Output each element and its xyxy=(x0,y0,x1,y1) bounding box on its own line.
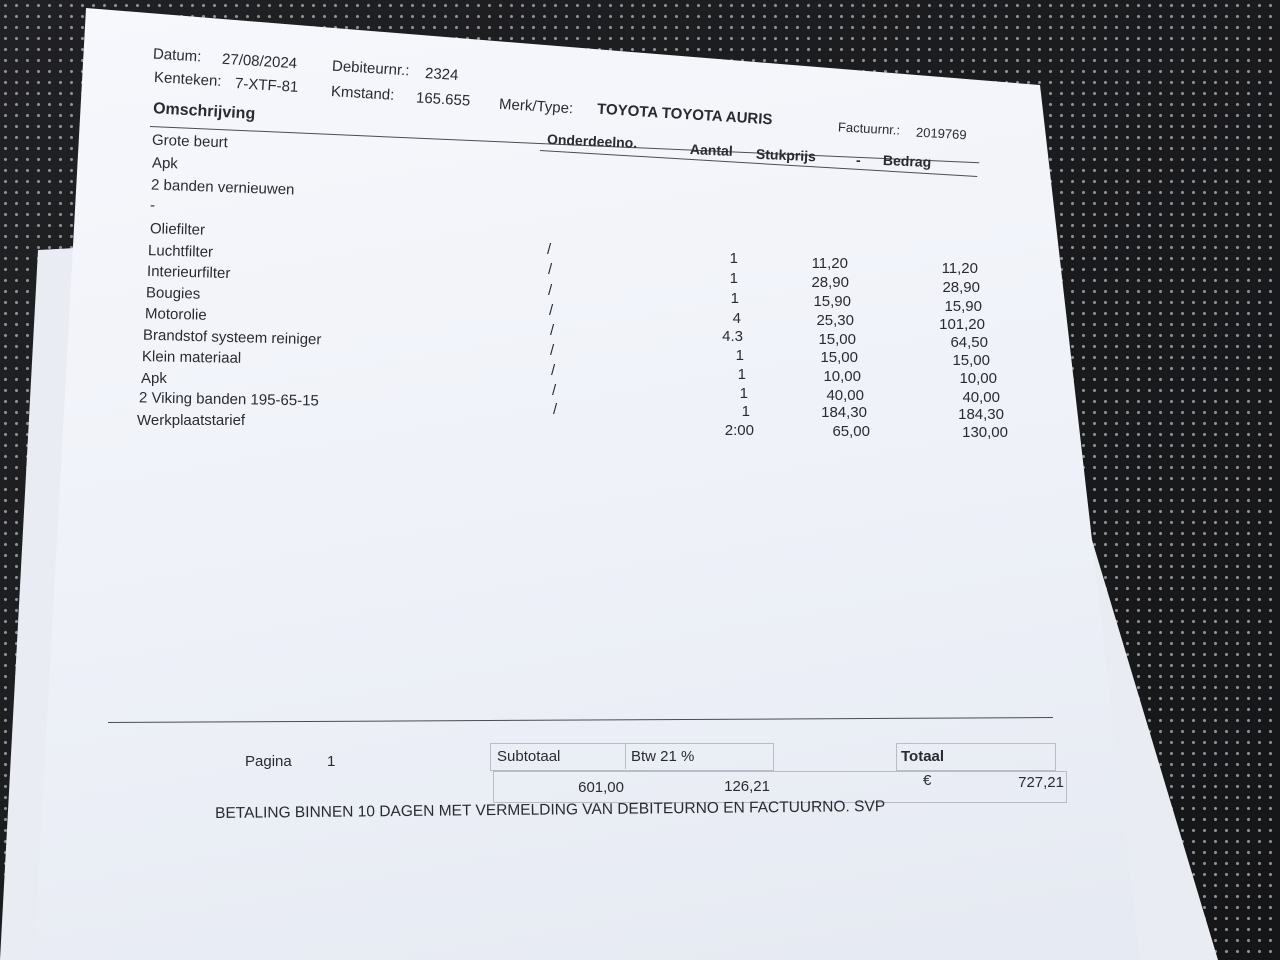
stukprijs-header: Stukprijs xyxy=(755,145,817,165)
item-part: / xyxy=(551,362,556,379)
item-desc: Apk xyxy=(141,370,167,387)
item-amount: 11,20 xyxy=(941,260,978,277)
item-price: 15,00 xyxy=(818,331,856,348)
merk-value: TOYOTA TOYOTA AURIS xyxy=(596,100,773,129)
merk-label: Merk/Type: xyxy=(498,95,574,118)
item-amount: 184,30 xyxy=(958,406,1004,423)
item-desc: Werkplaatstarief xyxy=(137,412,246,429)
aantal-header: Aantal xyxy=(689,141,734,159)
item-qty: 4.3 xyxy=(722,328,743,345)
item-qty: 1 xyxy=(730,290,739,307)
item-qty: 1 xyxy=(729,270,738,287)
item-price: 184,30 xyxy=(821,404,867,421)
item-desc: Brandstof systeem reiniger xyxy=(142,326,322,349)
item-price: 28,90 xyxy=(811,274,849,291)
kmstand-value: 165.655 xyxy=(415,89,471,110)
item-price: 65,00 xyxy=(832,423,870,440)
item-desc: Interieurfilter xyxy=(146,262,231,283)
kenteken-label: Kenteken: xyxy=(153,68,223,91)
footer-rule xyxy=(108,717,1053,723)
item-price: 15,90 xyxy=(813,293,851,310)
subtotaal-value: 601,00 xyxy=(578,779,624,796)
omschrijving-header: Omschrijving xyxy=(152,100,256,123)
item-qty: 1 xyxy=(739,385,748,402)
totaal-label: Totaal xyxy=(901,748,945,765)
btw-label: Btw 21 % xyxy=(631,748,695,765)
item-part: / xyxy=(548,282,553,299)
item-desc: Motorolie xyxy=(144,305,207,324)
debiteur-value: 2324 xyxy=(424,64,459,85)
item-amount: 101,20 xyxy=(939,316,985,333)
debiteur-label: Debiteurnr.: xyxy=(331,57,410,80)
payment-notice: BETALING BINNEN 10 DAGEN MET VERMELDING VAN DEBITEURNO EN FACTUURNO. SVP xyxy=(214,797,886,822)
item-part: / xyxy=(550,322,555,339)
item-qty: 1 xyxy=(737,366,746,383)
dash-header: - xyxy=(856,152,861,168)
item-qty: 1 xyxy=(735,347,744,364)
item-desc: Oliefilter xyxy=(149,220,206,239)
item-amount: 28,90 xyxy=(942,279,980,296)
item-part: / xyxy=(547,241,552,258)
box-divider xyxy=(625,743,626,769)
datum-label: Datum: xyxy=(152,45,202,66)
item-amount: 15,00 xyxy=(952,352,990,369)
intro-line: Grote beurt xyxy=(151,131,229,152)
item-desc: Luchtfilter xyxy=(147,242,214,261)
btw-value: 126,21 xyxy=(724,778,770,795)
item-price: 10,00 xyxy=(823,368,861,385)
item-amount: 10,00 xyxy=(959,370,997,387)
item-amount: 40,00 xyxy=(962,389,1000,406)
item-part: / xyxy=(548,261,553,278)
item-part: / xyxy=(553,401,558,418)
datum-value: 27/08/2024 xyxy=(221,50,298,73)
factuur-label: Factuurnr.: xyxy=(837,119,901,138)
item-desc: Bougies xyxy=(145,284,201,303)
intro-line: - xyxy=(150,197,155,214)
bedrag-header: Bedrag xyxy=(882,151,932,171)
item-qty: 1 xyxy=(729,250,738,267)
item-qty: 2:00 xyxy=(724,422,754,439)
item-part: / xyxy=(550,342,555,359)
intro-line: Apk xyxy=(151,154,179,173)
item-price: 15,00 xyxy=(820,349,858,366)
item-qty: 1 xyxy=(741,403,750,420)
kenteken-value: 7-XTF-81 xyxy=(234,75,299,96)
subtotaal-label: Subtotaal xyxy=(497,748,561,765)
pagina-label: Pagina xyxy=(245,753,292,770)
totaal-value: 727,21 xyxy=(1018,774,1064,791)
item-part: / xyxy=(552,382,557,399)
item-qty: 4 xyxy=(732,310,741,327)
item-price: 40,00 xyxy=(826,387,864,404)
item-amount: 15,90 xyxy=(944,298,982,315)
item-price: 25,30 xyxy=(816,312,854,329)
kmstand-label: Kmstand: xyxy=(330,83,395,104)
factuur-value: 2019769 xyxy=(915,124,967,143)
euro-sign: € xyxy=(923,772,932,789)
intro-line: 2 banden vernieuwen xyxy=(150,176,295,199)
item-amount: 130,00 xyxy=(962,424,1008,441)
pagina-value: 1 xyxy=(327,753,336,770)
onderdeelno-header: Onderdeelno. xyxy=(546,131,638,151)
item-price: 11,20 xyxy=(811,255,848,272)
item-part: / xyxy=(549,302,554,319)
item-amount: 64,50 xyxy=(950,334,988,351)
item-desc: Klein materiaal xyxy=(141,348,242,367)
item-desc: 2 Viking banden 195-65-15 xyxy=(138,389,320,410)
